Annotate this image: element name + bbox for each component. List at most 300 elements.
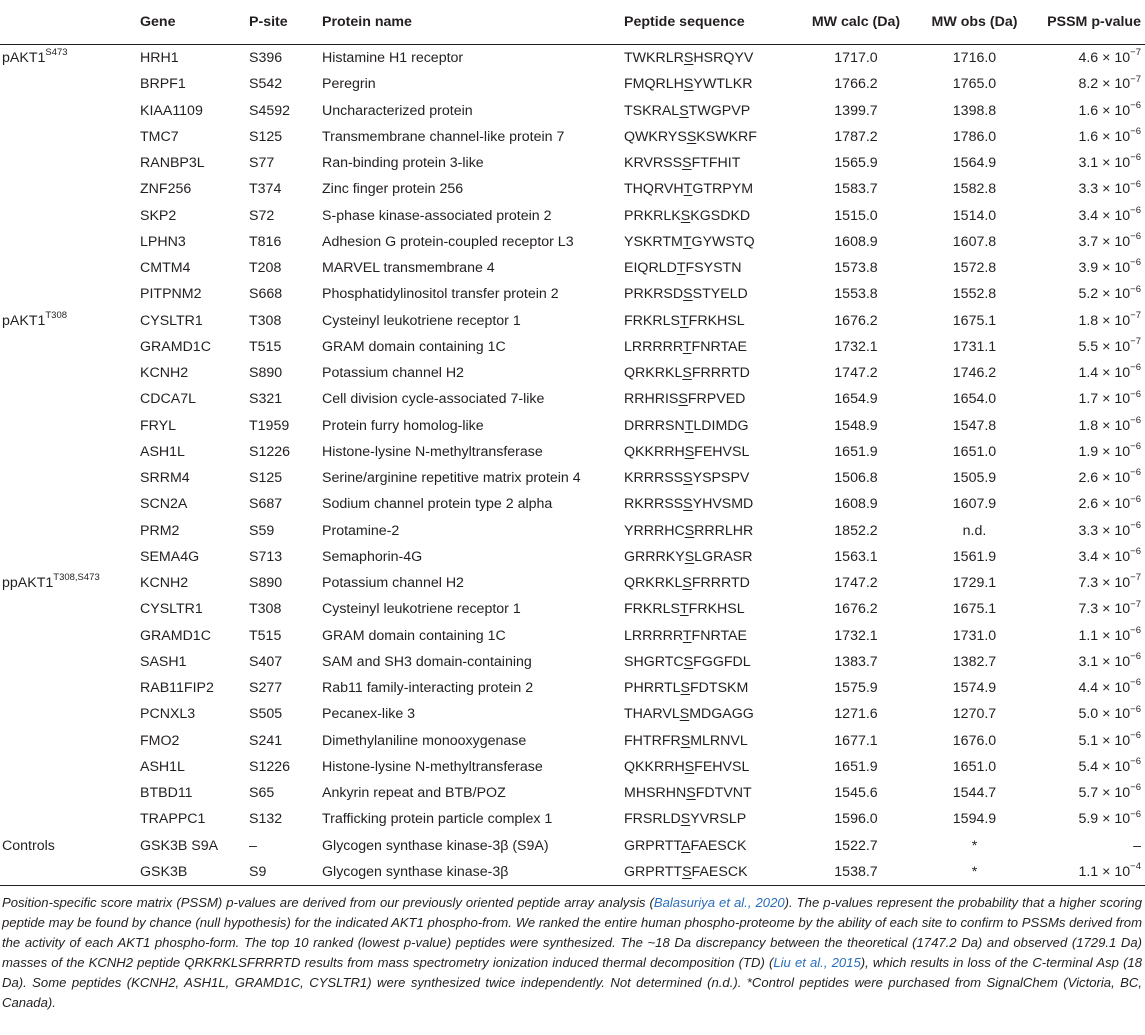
pvalue-exponent: −6 [1130, 283, 1141, 295]
gene-cell: PRM2 [140, 522, 180, 539]
phospho-site-residue: S [683, 286, 693, 303]
gene-cell: GSK3B [138, 859, 249, 886]
peptide-suffix: LDIMDG [693, 417, 749, 434]
psite-cell: S241 [249, 732, 283, 749]
mw-obs-cell: n.d. [962, 522, 987, 539]
pvalue-mantissa: 3.4 × 10 [1078, 207, 1131, 224]
psite-cell: S77 [249, 155, 275, 172]
psite-cell: S1226 [249, 443, 291, 460]
phospho-site-residue: S [679, 102, 689, 119]
psite-cell: T1959 [249, 417, 290, 434]
peptide-sequence-cell [624, 491, 797, 517]
mw-obs-cell: 1716.0 [952, 50, 997, 67]
pvalue-mantissa: 1.8 × 10 [1078, 417, 1131, 434]
pssm-pvalue-cell [1034, 386, 1145, 412]
psite-cell: S59 [249, 522, 275, 539]
pvalue-mantissa: 1.4 × 10 [1078, 365, 1131, 382]
gene-cell: PITPNM2 [140, 286, 202, 303]
mw-obs-cell: 1765.0 [952, 76, 997, 93]
phospho-site-residue: S [680, 207, 691, 224]
mw-calc-cell: 1766.2 [834, 76, 878, 93]
mw-calc-cell: 1787.2 [834, 128, 878, 145]
mw-obs-cell: 1582.8 [952, 181, 997, 198]
pvalue-mantissa: 5.4 × 10 [1078, 758, 1131, 775]
gene-cell: BRPF1 [140, 76, 186, 93]
psite-cell: T816 [249, 233, 282, 250]
peptide-prefix: SHGRTC [624, 653, 684, 670]
pvalue-mantissa: 5.2 × 10 [1078, 286, 1131, 303]
psite-cell: S1226 [249, 758, 291, 775]
mw-calc-cell: 1747.2 [834, 365, 878, 382]
mw-obs-cell: 1607.8 [952, 233, 997, 250]
mw-obs-cell: 1505.9 [952, 470, 997, 487]
pvalue-mantissa: 3.7 × 10 [1078, 233, 1131, 250]
gene-cell: ASH1L [140, 443, 185, 460]
peptide-prefix: QRKRKL [624, 365, 683, 382]
table-row [0, 859, 1145, 886]
peptide-suffix: MLRNVL [690, 732, 748, 749]
group-label [0, 413, 138, 439]
header-mw-obs: MW obs (Da) [931, 14, 1018, 30]
header-psite: P-site [249, 14, 288, 30]
peptide-suffix: YSPSPV [692, 470, 750, 487]
pvalue-mantissa: 3.1 × 10 [1078, 155, 1131, 172]
phospho-site-residue: S [682, 155, 692, 172]
phospho-site-residue: S [682, 575, 692, 592]
phospho-site-residue: T [679, 601, 689, 618]
psite-cell: S687 [249, 496, 283, 513]
phospho-site-residue: S [684, 758, 695, 775]
peptide-prefix: QKKRRH [624, 443, 685, 460]
peptide-prefix: PRKRLK [624, 207, 681, 224]
peptide-prefix: RRHRIS [624, 391, 679, 408]
protein-name-cell: Glycogen synthase kinase-3β (S9A) [322, 837, 549, 854]
peptide-sequence-cell [624, 360, 797, 386]
pssm-pvalue-cell [1034, 334, 1145, 360]
group-name: Controls [2, 837, 55, 854]
protein-name-cell: Zinc finger protein 256 [322, 181, 464, 198]
pvalue-mantissa: 5.7 × 10 [1078, 785, 1131, 802]
gene-cell: GRAMD1C [140, 627, 211, 644]
pvalue-mantissa: 3.1 × 10 [1078, 653, 1131, 670]
psite-cell: S277 [249, 680, 283, 697]
peptide-suffix: HSRQYV [693, 50, 754, 67]
group-label [0, 491, 138, 517]
protein-name-cell: Semaphorin-4G [322, 548, 423, 565]
psite-cell: S9 [249, 859, 322, 886]
peptide-suffix: FAESCK [691, 863, 748, 880]
protein-name-cell: Histone-lysine N-methyltransferase [322, 443, 543, 460]
phospho-site-residue: S [678, 391, 688, 408]
table-row [0, 98, 1145, 124]
peptide-suffix: FRKHSL [688, 312, 745, 329]
peptide-prefix: KRVRSS [624, 155, 683, 172]
gene-cell: GRAMD1C [140, 338, 211, 355]
protein-name-cell: GRAM domain containing 1C [322, 627, 506, 644]
pvalue-exponent: −6 [1130, 782, 1141, 794]
peptide-suffix: FDTVNT [695, 785, 752, 802]
pssm-pvalue-cell [1034, 413, 1145, 439]
pvalue-mantissa: 5.0 × 10 [1078, 706, 1131, 723]
pvalue-exponent: −6 [1130, 624, 1141, 636]
header-mw-calc: MW calc (Da) [811, 14, 901, 30]
pvalue-exponent: −6 [1130, 441, 1141, 453]
group-label [0, 45, 138, 72]
phospho-site-residue: S [683, 470, 693, 487]
mw-calc-cell: 1732.1 [834, 338, 878, 355]
pvalue-exponent: −6 [1130, 756, 1141, 768]
group-name: pAKT1 [2, 50, 46, 67]
pvalue-mantissa: 7.3 × 10 [1078, 601, 1131, 618]
pvalue-exponent: −6 [1130, 651, 1141, 663]
peptide-sequence-cell [624, 176, 797, 202]
peptide-sequence-cell [624, 675, 797, 701]
mw-obs-cell: 1729.1 [952, 575, 997, 592]
pssm-pvalue-cell [1034, 229, 1145, 255]
gene-cell: GSK3B S9A [140, 837, 219, 854]
mw-obs-cell: 1651.0 [952, 443, 997, 460]
pssm-pvalue-cell [1034, 859, 1145, 886]
pvalue-exponent: −6 [1130, 362, 1141, 374]
table-row [0, 701, 1145, 727]
protein-name-cell: Ankyrin repeat and BTB/POZ [322, 785, 506, 802]
gene-cell: ZNF256 [140, 181, 192, 198]
table-row [0, 308, 1145, 334]
protein-name-cell: Histamine H1 receptor [322, 50, 464, 67]
psite-cell: S72 [249, 207, 275, 224]
group-label [0, 780, 138, 806]
peptide-sequence-cell [624, 649, 797, 675]
pvalue-mantissa: 1.1 × 10 [1078, 863, 1131, 880]
pvalue-exponent: −6 [1130, 388, 1141, 400]
header-group [0, 0, 138, 45]
mw-calc-cell: 1399.7 [834, 102, 878, 119]
phospho-site-residue: S [679, 706, 690, 723]
mw-obs-cell: 1676.0 [952, 732, 997, 749]
table-row [0, 413, 1145, 439]
protein-name-cell: Trafficking protein particle complex 1 [322, 811, 553, 828]
header-peptide: Peptide sequence [624, 14, 745, 30]
phospho-site-residue: S [682, 365, 692, 382]
mw-obs-cell: 1572.8 [952, 260, 997, 277]
table-row [0, 675, 1145, 701]
psite-cell: S132 [249, 811, 283, 828]
peptide-prefix: TSKRAL [624, 102, 680, 119]
peptide-suffix: YVRSLP [690, 811, 747, 828]
pssm-pvalue-cell [1034, 308, 1145, 334]
group-label [0, 439, 138, 465]
peptide-suffix: FGGFDL [693, 653, 751, 670]
psite-cell: S407 [249, 653, 283, 670]
pssm-pvalue-cell [1034, 255, 1145, 281]
peptide-prefix: FMQRLH [624, 76, 684, 93]
peptide-sequence-cell [624, 308, 797, 334]
pvalue-exponent: −6 [1130, 729, 1141, 741]
table-row [0, 780, 1145, 806]
table-row [0, 229, 1145, 255]
gene-cell: KIAA1109 [140, 102, 203, 119]
gene-cell: BTBD11 [140, 785, 193, 802]
protein-name-cell: Serine/arginine repetitive matrix protein 4 [322, 470, 581, 487]
peptide-prefix: FRKRLS [624, 601, 680, 618]
peptide-sequence-cell [624, 859, 797, 886]
group-label [0, 229, 138, 255]
pssm-pvalue-cell [1034, 570, 1145, 596]
psite-cell: S668 [249, 286, 283, 303]
pvalue-mantissa: 5.1 × 10 [1078, 732, 1131, 749]
peptide-suffix: YHVSMD [692, 496, 754, 513]
peptide-sequence-cell [624, 124, 797, 150]
peptide-suffix: TWGPVP [688, 102, 751, 119]
citation-link-liu[interactable]: Liu et al., 2015 [773, 955, 861, 970]
mw-calc-cell: 1717.0 [834, 50, 878, 67]
peptide-suffix: FRRRTD [691, 575, 750, 592]
mw-calc-cell: 1383.7 [834, 653, 878, 670]
mw-obs-cell: 1514.0 [952, 207, 997, 224]
mw-calc-cell: 1538.7 [797, 859, 915, 886]
group-label [0, 518, 138, 544]
group-label [0, 71, 138, 97]
psite-cell: S125 [249, 128, 283, 145]
psite-cell: – [249, 837, 257, 854]
pssm-pvalue-cell [1034, 176, 1145, 202]
pssm-pvalue-cell [1034, 623, 1145, 649]
mw-calc-cell: 1596.0 [834, 811, 878, 828]
peptide-prefix: GRRRKY [624, 548, 685, 565]
mw-calc-cell: 1583.7 [834, 181, 878, 198]
peptide-prefix: QKKRRH [624, 758, 685, 775]
mw-obs-cell: 1675.1 [952, 312, 997, 329]
pssm-pvalue-cell [1034, 150, 1145, 176]
peptide-prefix: QWKRYS [624, 128, 687, 145]
pvalue-mantissa: 3.4 × 10 [1078, 548, 1131, 565]
gene-cell: CYSLTR1 [140, 601, 203, 618]
mw-calc-cell: 1522.7 [834, 837, 878, 854]
peptide-suffix: FEHVSL [694, 443, 750, 460]
pvalue-exponent: −4 [1130, 861, 1141, 873]
peptide-suffix: FTFHIT [691, 155, 741, 172]
pvalue-mantissa: 1.6 × 10 [1078, 102, 1131, 119]
gene-cell: SEMA4G [140, 548, 200, 565]
group-label [0, 360, 138, 386]
pssm-pvalue-cell [1034, 45, 1145, 72]
peptide-prefix: LRRRRR [624, 627, 683, 644]
mw-obs-cell: 1547.8 [952, 417, 997, 434]
gene-cell: CMTM4 [140, 260, 191, 277]
phospho-site-residue: S [680, 732, 691, 749]
pvalue-exponent: −7 [1130, 572, 1141, 584]
table-row [0, 806, 1145, 832]
table-row [0, 623, 1145, 649]
peptide-prefix: THARVL [624, 706, 680, 723]
peptide-suffix: RRRLHR [694, 522, 754, 539]
pvalue-exponent: −7 [1130, 336, 1141, 348]
gene-cell: FMO2 [140, 732, 180, 749]
peptide-sequence-cell [624, 281, 797, 307]
pssm-pvalue-cell [1034, 360, 1145, 386]
mw-obs-cell: 1552.8 [952, 286, 997, 303]
peptide-sequence-cell [624, 833, 797, 859]
gene-cell: TMC7 [140, 128, 179, 145]
mw-obs-cell: 1561.9 [952, 548, 997, 565]
protein-name-cell: GRAM domain containing 1C [322, 338, 506, 355]
peptide-suffix: KSWKRF [696, 128, 757, 145]
table-row [0, 334, 1145, 360]
table-row [0, 150, 1145, 176]
pssm-pvalue-cell [1034, 780, 1145, 806]
pvalue-mantissa: 1.1 × 10 [1078, 627, 1131, 644]
pvalue-mantissa: 8.2 × 10 [1078, 76, 1131, 93]
mw-calc-cell: 1676.2 [834, 601, 878, 618]
citation-link-balasuriya[interactable]: Balasuriya et al., 2020 [653, 895, 785, 910]
gene-cell: RAB11FIP2 [140, 680, 214, 697]
peptide-sequence-cell [624, 780, 797, 806]
group-label [0, 281, 138, 307]
group-label [0, 255, 138, 281]
gene-cell: KCNH2 [140, 365, 189, 382]
gene-cell: ASH1L [140, 758, 185, 775]
peptide-prefix: QRKRKL [624, 575, 683, 592]
pssm-pvalue-cell [1034, 544, 1145, 570]
table-row [0, 281, 1145, 307]
peptide-sequence-cell [624, 570, 797, 596]
phospho-site-residue: T [684, 417, 694, 434]
mw-obs-cell: 1654.0 [952, 391, 997, 408]
pssm-pvalue-cell [1034, 649, 1145, 675]
protein-name-cell: Histone-lysine N-methyltransferase [322, 758, 543, 775]
peptide-sequence-cell [624, 386, 797, 412]
group-label [0, 386, 138, 412]
pvalue-exponent: −6 [1130, 178, 1141, 190]
pssm-pvalue-cell [1034, 728, 1145, 754]
group-name: pAKT1 [2, 312, 46, 329]
pssm-pvalue-cell [1034, 124, 1145, 150]
phospho-site-residue: T [683, 181, 693, 198]
pvalue-exponent: −7 [1130, 73, 1141, 85]
phospho-site-residue: T [679, 312, 689, 329]
psite-cell: S321 [249, 391, 283, 408]
pssm-pvalue-cell [1034, 806, 1145, 832]
psite-cell: S890 [249, 575, 283, 592]
peptide-sequence-cell [624, 334, 797, 360]
phospho-site-residue: S [686, 785, 696, 802]
peptide-prefix: GRPRTT [624, 863, 683, 880]
peptide-prefix: PHRRTL [624, 680, 681, 697]
pvalue-mantissa: 4.6 × 10 [1078, 50, 1131, 67]
peptide-sequence-cell [624, 728, 797, 754]
table-row [0, 124, 1145, 150]
table-row [0, 833, 1145, 859]
phospho-site-residue: S [680, 811, 691, 828]
protein-name-cell: Pecanex-like 3 [322, 706, 416, 723]
pvalue-exponent: −6 [1130, 152, 1141, 164]
pvalue-mantissa: 3.3 × 10 [1078, 522, 1131, 539]
peptide-suffix: FNRTAE [691, 627, 747, 644]
peptide-prefix: YSKRTM [624, 233, 683, 250]
mw-obs-cell: * [915, 859, 1034, 886]
phospho-site-residue: S [684, 548, 695, 565]
peptide-prefix: GRPRTT [624, 837, 682, 854]
pvalue-mantissa: 7.3 × 10 [1078, 575, 1131, 592]
pvalue-mantissa: 5.9 × 10 [1078, 811, 1131, 828]
phospho-site-residue: S [680, 680, 690, 697]
psite-cell: S4592 [249, 102, 291, 119]
peptide-prefix: LRRRRR [624, 338, 683, 355]
mw-calc-cell: 1563.1 [834, 548, 878, 565]
table-row [0, 544, 1145, 570]
pvalue-exponent: −6 [1130, 546, 1141, 558]
peptide-prefix: RKRRSS [624, 496, 684, 513]
peptide-prefix: FHTRFR [624, 732, 681, 749]
psite-cell: S713 [249, 548, 283, 565]
group-superscript: S473 [45, 47, 68, 59]
group-label [0, 150, 138, 176]
peptide-sequence-cell [624, 806, 797, 832]
protein-name-cell: Dimethylaniline monooxygenase [322, 732, 527, 749]
psite-cell: T515 [249, 338, 282, 355]
psite-cell: T515 [249, 627, 282, 644]
pssm-pvalue-cell [1034, 675, 1145, 701]
peptide-suffix: STYELD [692, 286, 748, 303]
protein-name-cell: SAM and SH3 domain-containing [322, 653, 532, 670]
mw-calc-cell: 1553.8 [834, 286, 878, 303]
protein-name-cell: Transmembrane channel-like protein 7 [322, 128, 565, 145]
pvalue-exponent: −7 [1130, 309, 1141, 321]
mw-obs-cell: 1675.1 [952, 601, 997, 618]
gene-cell: LPHN3 [140, 233, 186, 250]
phospho-site-residue: S [682, 863, 692, 880]
table-row [0, 176, 1145, 202]
peptide-suffix: LGRASR [694, 548, 753, 565]
phospho-site-residue: T [676, 260, 686, 277]
peptide-sequence-cell [624, 754, 797, 780]
peptide-prefix: PRKRSD [624, 286, 684, 303]
mw-calc-cell: 1852.2 [834, 522, 878, 539]
peptide-sequence-cell [624, 255, 797, 281]
mw-obs-cell: 1607.9 [952, 496, 997, 513]
protein-name-cell: Adhesion G protein-coupled receptor L3 [322, 233, 574, 250]
gene-cell: KCNH2 [140, 575, 189, 592]
psite-cell: T374 [249, 181, 282, 198]
mw-calc-cell: 1548.9 [834, 417, 878, 434]
peptide-suffix: GTRPYM [692, 181, 754, 198]
peptide-prefix: THQRVH [624, 181, 684, 198]
gene-cell: HRH1 [140, 50, 179, 67]
pvalue-exponent: −6 [1130, 126, 1141, 138]
peptide-prefix: MHSRHN [624, 785, 687, 802]
table-row [0, 45, 1145, 72]
psite-cell: S542 [249, 76, 283, 93]
group-label [0, 308, 138, 334]
pvalue-exponent: −6 [1130, 467, 1141, 479]
table-caption [2, 893, 1142, 1013]
mw-calc-cell: 1651.9 [834, 443, 878, 460]
peptide-prefix: FRSRLD [624, 811, 681, 828]
group-label [0, 98, 138, 124]
pssm-pvalue-cell [1034, 701, 1145, 727]
phospho-site-residue: S [683, 76, 694, 93]
protein-name-cell: Cell division cycle-associated 7-like [322, 391, 545, 408]
peptide-prefix: KRRRSS [624, 470, 684, 487]
mw-calc-cell: 1565.9 [834, 155, 878, 172]
caption-text-3: ), which results in loss of the C-terminal Asp (18 Da). Some peptides (KCNH2, ASH1L, GRAMD1C, CYSLTR1) were synthesized twice independently. Not determined (n.d.). *Control peptides were purchased from SignalChem (Victoria, BC, Canada). [2, 955, 1142, 1010]
gene-cell: CDCA7L [140, 391, 196, 408]
protein-name-cell: Peregrin [322, 76, 376, 93]
pvalue-mantissa: 2.6 × 10 [1078, 496, 1131, 513]
pssm-pvalue-cell [1034, 596, 1145, 622]
gene-cell: RANBP3L [140, 155, 205, 172]
peptide-sequence-cell [624, 203, 797, 229]
